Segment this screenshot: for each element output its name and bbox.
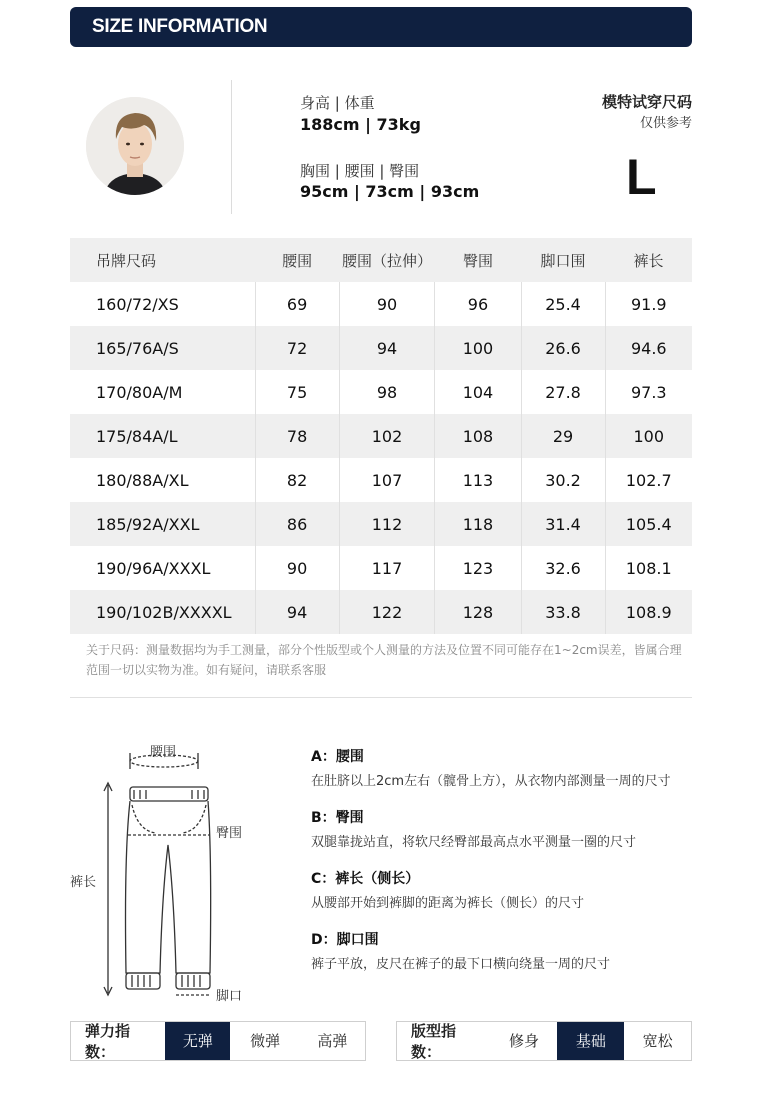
cell-size: 180/88A/XL — [70, 458, 255, 502]
cell-length: 102.7 — [605, 458, 692, 502]
diagram-hip-label: 臀围 — [216, 826, 243, 841]
size-table — [70, 238, 692, 634]
table-row — [70, 414, 692, 458]
fit-index-title: 版型指数： — [411, 1022, 457, 1061]
cell-waist: 86 — [255, 502, 339, 546]
section-divider — [70, 697, 692, 698]
cell-size: 190/96A/XXXL — [70, 546, 255, 590]
size-info-header: SIZE INFORMATION — [70, 7, 692, 47]
elasticity-index — [70, 1021, 366, 1061]
elasticity-option-none[interactable]: 无弹 — [165, 1022, 230, 1060]
cell-waist-stretch: 90 — [339, 282, 435, 326]
cell-size: 170/80A/M — [70, 370, 255, 414]
header-waist: 腰围 — [255, 238, 339, 282]
cell-hip: 100 — [435, 326, 521, 370]
cell-waist: 75 — [255, 370, 339, 414]
cell-size: 185/92A/XXL — [70, 502, 255, 546]
cell-hip: 128 — [435, 590, 521, 634]
measurement-cuff — [311, 929, 610, 972]
height-weight-value: 188cm | 73kg — [300, 115, 421, 134]
cell-waist-stretch: 98 — [339, 370, 435, 414]
cell-cuff: 25.4 — [521, 282, 605, 326]
cell-hip: 96 — [435, 282, 521, 326]
cell-cuff: 33.8 — [521, 590, 605, 634]
elasticity-option-slight[interactable]: 微弹 — [250, 1032, 281, 1050]
fit-index — [396, 1021, 692, 1061]
cell-waist-stretch: 122 — [339, 590, 435, 634]
table-row — [70, 458, 692, 502]
table-row — [70, 590, 692, 634]
cell-waist: 78 — [255, 414, 339, 458]
table-header-row — [70, 238, 692, 282]
cell-length: 100 — [605, 414, 692, 458]
table-row — [70, 546, 692, 590]
header-cuff: 脚口围 — [521, 238, 605, 282]
cell-length: 108.1 — [605, 546, 692, 590]
header-length: 裤长 — [605, 238, 692, 282]
measurement-title: B：臀围 — [311, 810, 364, 826]
cell-waist: 82 — [255, 458, 339, 502]
pants-outline — [60, 735, 290, 1005]
cell-waist: 90 — [255, 546, 339, 590]
diagram-length-label: 裤长 — [70, 875, 97, 890]
table-row — [70, 502, 692, 546]
cell-length: 97.3 — [605, 370, 692, 414]
elasticity-title: 弹力指数： — [85, 1022, 131, 1061]
header-hip: 臀围 — [435, 238, 521, 282]
cell-size: 160/72/XS — [70, 282, 255, 326]
cell-cuff: 26.6 — [521, 326, 605, 370]
measurement-length — [311, 868, 584, 911]
fit-option-loose[interactable]: 宽松 — [642, 1032, 673, 1050]
cell-length: 94.6 — [605, 326, 692, 370]
cell-length: 91.9 — [605, 282, 692, 326]
note-line-2: 范围一切以实物为准。如有疑问，请联系客服 — [86, 663, 327, 677]
cell-waist-stretch: 102 — [339, 414, 435, 458]
cell-waist-stretch: 94 — [339, 326, 435, 370]
cell-cuff: 27.8 — [521, 370, 605, 414]
measurement-waist — [311, 746, 671, 789]
measurement-desc: 双腿靠拢站直，将软尺经臀部最高点水平测量一圈的尺寸 — [311, 835, 637, 850]
cell-cuff: 30.2 — [521, 458, 605, 502]
elasticity-option-high[interactable]: 高弹 — [317, 1032, 348, 1050]
cell-hip: 104 — [435, 370, 521, 414]
cell-waist: 69 — [255, 282, 339, 326]
measurement-desc: 裤子平放，皮尺在裤子的最下口横向绕量一周的尺寸 — [311, 957, 611, 972]
diagram-cuff-label: 脚口 — [216, 989, 243, 1004]
table-row — [70, 282, 692, 326]
cell-hip: 118 — [435, 502, 521, 546]
diagram-waist-label: 腰围 — [150, 745, 177, 760]
fit-option-slim[interactable]: 修身 — [509, 1032, 540, 1050]
cell-hip: 113 — [435, 458, 521, 502]
cell-length: 108.9 — [605, 590, 692, 634]
measurement-title: A：腰围 — [311, 749, 364, 765]
height-weight-label: 身高 | 体重 — [300, 94, 375, 112]
model-divider — [231, 80, 232, 214]
header-tag-size: 吊牌尺码 — [70, 238, 255, 282]
cell-hip: 123 — [435, 546, 521, 590]
cell-waist-stretch: 107 — [339, 458, 435, 502]
cell-cuff: 31.4 — [521, 502, 605, 546]
cell-cuff: 29 — [521, 414, 605, 458]
measurement-hip — [311, 807, 636, 850]
cell-cuff: 32.6 — [521, 546, 605, 590]
measurement-desc: 在肚脐以上2cm左右（髋骨上方），从衣物内部测量一周的尺寸 — [311, 774, 671, 789]
fit-size-value: L — [626, 149, 657, 205]
table-row — [70, 326, 692, 370]
cell-length: 105.4 — [605, 502, 692, 546]
cell-waist-stretch: 112 — [339, 502, 435, 546]
header-waist-stretch: 腰围（拉伸） — [339, 238, 435, 282]
fit-size-note: 仅供参考 — [639, 116, 692, 131]
cell-size: 190/102B/XXXXL — [70, 590, 255, 634]
measurement-desc: 从腰部开始到裤脚的距离为裤长（侧长）的尺寸 — [311, 896, 585, 911]
measurement-title: D：脚口围 — [311, 932, 379, 948]
measurement-title: C：裤长（侧长） — [311, 871, 420, 887]
body-measure-label: 胸围 | 腰围 | 臀围 — [300, 162, 420, 180]
measurement-note — [86, 640, 696, 680]
cell-size: 175/84A/L — [70, 414, 255, 458]
fit-size-title: 模特试穿尺码 — [601, 93, 692, 111]
body-measure-value: 95cm | 73cm | 93cm — [300, 182, 480, 201]
cell-size: 165/76A/S — [70, 326, 255, 370]
table-row — [70, 370, 692, 414]
note-line-1: 关于尺码：测量数据均为手工测量，部分个性版型或个人测量的方法及位置不同可能存在1~2cm误差，皆属合理 — [86, 643, 682, 657]
cell-waist: 94 — [255, 590, 339, 634]
pants-diagram — [60, 735, 290, 1005]
model-avatar — [86, 97, 184, 195]
cell-waist-stretch: 117 — [339, 546, 435, 590]
cell-hip: 108 — [435, 414, 521, 458]
fit-option-regular[interactable]: 基础 — [557, 1022, 624, 1060]
cell-waist: 72 — [255, 326, 339, 370]
